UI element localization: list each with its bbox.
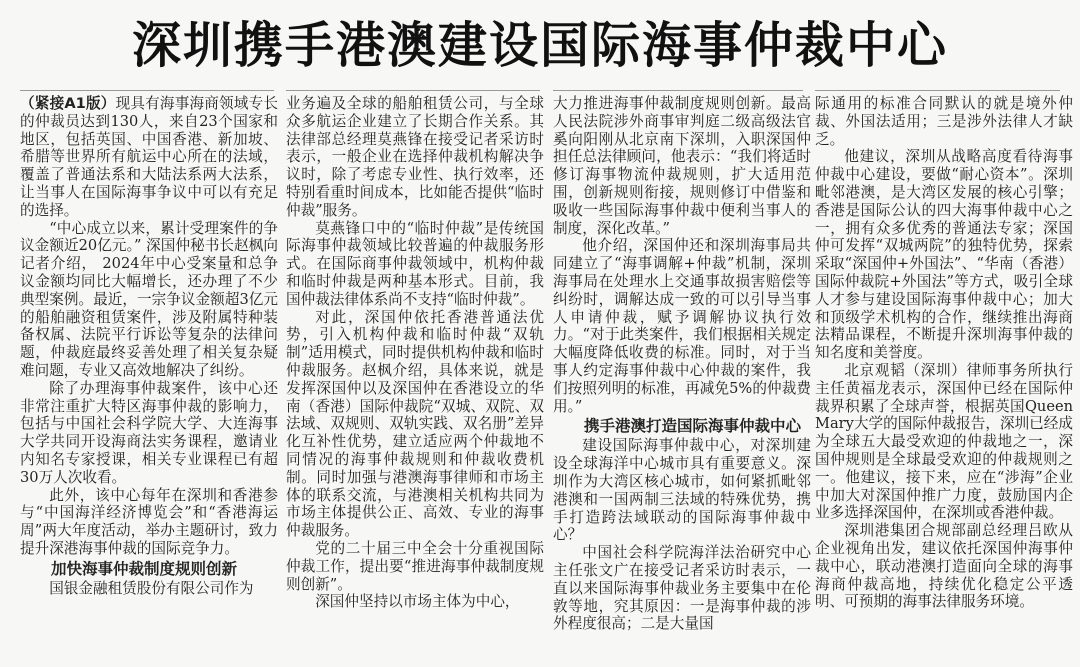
section-subhead: 加快海事仲裁制度规则创新 (51, 559, 238, 578)
article-column-3 (553, 95, 811, 663)
paragraph: 他介绍，深国仲还和深圳海事局共同建立了“海事调解+仲裁”机制，深圳海事局在处理水上交通事故损害赔偿等纠纷时，调解达成一致的可以引导当事人申请仲裁，赋予调解协议执行效力。“对于此类案件，我们根据相关规定大幅度降低收费的标准。同时，对于当事人约定海事仲裁中心仲裁的案件，我们按照列明的标准，再减免5%的仲裁费用。” (553, 237, 811, 415)
paragraph: 中国社会科学院海洋法治研究中心主任张文广在接受记者采访时表示，一直以来国际海事仲裁业务主要集中在伦敦等地，究其原因：一是海事仲裁的涉外程度很高；二是大量国 (553, 544, 811, 633)
paragraph: 国银金融租赁股份有限公司作为 (49, 579, 254, 597)
paragraph-text: 现具有海事海商领域专长的仲裁员达到130人，来自23个国家和地区，包括英国、中国香港、新加坡、希腊等世界所有航运中心所在的法域，覆盖了普通法系和大陆法系两大法系，让当事人在国际海事争议中可以有充足的选择。 (20, 95, 278, 219)
paragraph: 建设国际海事仲裁中心，对深圳建设全球海洋中心城市具有重要意义。深圳作为大湾区核心城市，如何紧抓毗邻港澳和一国两制三法域的特殊优势，携手打造跨法域联动的国际海事仲裁中心？ (553, 437, 811, 544)
article-column-4 (815, 95, 1073, 663)
paragraph: 此外，该中心每年在深圳和香港参与“中国海洋经济博览会”和“香港海运周”两大年度活动，举办主题研讨，致力提升深港海事仲裁的国际竞争力。 (20, 486, 278, 557)
paragraph: 深圳港集团合规部副总经理吕欧从企业视角出发，建议依托深国仲海事仲裁中心，联动港澳打造面向全球的海事海商仲裁高地，持续优化稳定公平透明、可预期的海事法律服务环境。 (815, 522, 1073, 611)
paragraph: 业务遍及全球的船舶租赁公司，与全球众多航运企业建立了长期合作关系。其法律部总经理莫燕锋在接受记者采访时表示，一般企业在选择仲裁机构解决争议时，除了考虑专业性、执行效率，还特别看重时间成本，比如能否提供“临时仲裁”服务。 (286, 95, 544, 219)
divider (286, 90, 540, 91)
paragraph: “中心成立以来，累计受理案件的争议金额近20亿元。” 深国仲秘书长赵枫向记者介绍， 2024年中心受案量和总争议金额均同比大幅增长，还办理了不少典型案例。最近，一宗争议金额超3亿元的船舶融资租赁案件，涉及附属特种装备权属、法院平行诉讼等复杂的法律问题，仲裁庭最终妥善处理了相关复杂疑难问题，专业又高效地解决了纠纷。 (20, 219, 278, 379)
paragraph: 深国仲坚持以市场主体为中心， (315, 593, 520, 611)
paragraph: 除了办理海事仲裁案件，该中心还非常注重扩大特区海事仲裁的影响力，包括与中国社会科学院大学、大连海事大学共同开设海商法实务课程，邀请业内知名专家授课，相关专业课程已有超30万人次收看。 (20, 379, 278, 486)
divider (20, 90, 274, 91)
paragraph: 党的二十届三中全会十分重视国际仲裁工作，提出要“推进海事仲裁制度规则创新”。 (286, 539, 544, 593)
divider (815, 90, 1060, 91)
paragraph: 他建议，深圳从战略高度看待海事仲裁中心建设，要做“耐心资本”。深圳毗邻港澳，是大湾区发展的核心引擎；香港是国际公认的四大海事仲裁中心之一，拥有众多优秀的普通法专家；深国仲可发挥“双城两院”的独特优势，探索采取“深国仲+外国法”、“华南（香港）国际仲裁院+外国法”等方式，吸引全球人才参与建设国际海事仲裁中心；加大和顶级学术机构的合作，继续推出海商法精品课程，不断提升深圳海事仲裁的知名度和美誉度。 (815, 148, 1073, 362)
paragraph: 大力推进海事仲裁制度规则创新。最高人民法院涉外商事审判庭二级高级法官奚向阳刚从北京南下深圳，入职深国仲担任总法律顾问，他表示：“我们将适时修订海事物流仲裁规则，扩大适用范围，创新规则衔接，规则修订中借鉴和吸收一些国际海事仲裁中便利当事人的制度，深化改革。” (553, 95, 811, 237)
divider (553, 90, 803, 91)
article-column-1 (20, 95, 278, 663)
paragraph: 对此，深国仲依托香港普通法优势，引入机构仲裁和临时仲裁“双轨制”适用模式，同时提供机构仲裁和临时仲裁服务。赵枫介绍，具体来说，就是发挥深国仲以及深国仲在香港设立的华南（香港）国际仲裁院“双城、双院、双法域、双规则、双轨实践、双名册”差异化互补性优势，建立适应两个仲裁地不同情况的海事仲裁规则和仲裁收费机制。同时加强与港澳海事律师和市场主体的联系交流，与港澳相关机构共同为市场主体提供公正、高效、专业的海事仲裁服务。 (286, 308, 544, 540)
article-column-2 (286, 95, 544, 663)
paragraph: 际通用的标准合同默认的就是境外仲裁、外国法适用；三是涉外法律人才缺乏。 (815, 95, 1073, 148)
headline: 深圳携手港澳建设国际海事仲裁中心 (131, 17, 948, 74)
section-subhead: 携手港澳打造国际海事仲裁中心 (584, 417, 802, 436)
continuation-marker: （紧接A1版） (20, 95, 116, 112)
paragraph: 北京观韬（深圳）律师事务所执行主任黄福龙表示，深国仲已经在国际仲裁界积累了全球声誉，根据英国Queen Mary大学的国际仲裁报告，深圳已经成为全球五大最受欢迎的仲裁地之一，深国仲规则是全球最受欢迎的仲裁规则之一。他建议，接下来，应在“涉海”企业中加大对深国仲推广力度，鼓励国内企业多选择深国仲，在深圳或香港仲裁。 (815, 361, 1073, 522)
paragraph: 莫燕锋口中的“临时仲裁”是传统国际海事仲裁领域比较普遍的仲裁服务形式。在国际商事仲裁领域中，机构仲裁和临时仲裁是两种基本形式。目前，我国仲裁法律体系尚不支持“临时仲裁”。 (286, 219, 544, 308)
paragraph (20, 95, 278, 220)
